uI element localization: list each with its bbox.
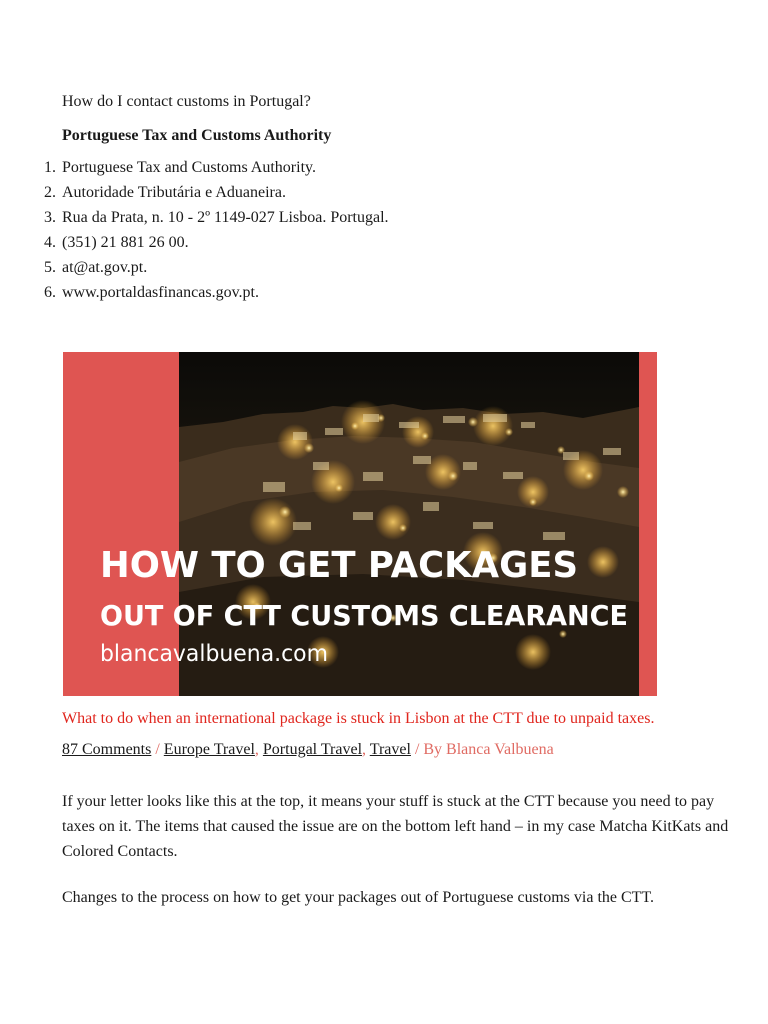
list-text: Autoridade Tributária e Aduaneira. — [62, 184, 286, 201]
list-number: 1. — [44, 159, 56, 176]
post-author: / By Blanca Valbuena — [410, 741, 554, 758]
banner-title-line2: OUT OF CTT CUSTOMS CLEARANCE — [100, 599, 628, 632]
list-number: 5. — [44, 259, 56, 276]
list-text: Rua da Prata, n. 10 - 2º 1149-027 Lisboa. Portugal. — [62, 209, 389, 226]
banner-site-name: blancavalbuena.com — [100, 641, 328, 667]
body-paragraph: If your letter looks like this at the top, it means your stuff is stuck at the CTT because you need to pay taxes on it. The items that caused the issue are on the bottom left hand – in my case Matcha KitKats and Colored Contacts. — [62, 793, 729, 860]
list-item — [32, 283, 732, 308]
body-paragraph: Changes to the process on how to get your packages out of Portuguese customs via the CTT. — [62, 889, 655, 906]
list-number: 3. — [44, 209, 56, 226]
category-link-travel[interactable]: Travel — [369, 741, 411, 758]
list-number: 6. — [44, 284, 56, 301]
list-item — [32, 158, 732, 183]
list-text: Portuguese Tax and Customs Authority. — [62, 159, 316, 176]
meta-separator: / — [151, 741, 164, 758]
category-link-portugal-travel[interactable]: Portugal Travel — [262, 741, 363, 758]
list-item — [32, 208, 732, 233]
category-link-europe-travel[interactable]: Europe Travel — [163, 741, 255, 758]
section-heading: Portuguese Tax and Customs Authority — [62, 127, 332, 144]
list-number: 4. — [44, 234, 56, 251]
list-text: (351) 21 881 26 00. — [62, 234, 189, 251]
post-meta — [62, 740, 554, 760]
list-item — [32, 183, 732, 208]
meta-separator: , — [362, 741, 370, 758]
contact-list — [32, 158, 732, 308]
meta-separator: , — [254, 741, 263, 758]
list-item — [32, 233, 732, 258]
list-text: www.portaldasfinancas.gov.pt. — [62, 284, 259, 301]
image-caption: What to do when an international package is stuck in Lisbon at the CTT due to unpaid taxes. — [62, 710, 655, 727]
banner-title-line1: HOW TO GET PACKAGES — [100, 545, 578, 586]
list-item — [32, 258, 732, 283]
question-text: How do I contact customs in Portugal? — [62, 93, 311, 110]
list-number: 2. — [44, 184, 56, 201]
list-text: at@at.gov.pt. — [62, 259, 148, 276]
comments-link[interactable]: 87 Comments — [62, 741, 152, 758]
featured-banner-image[interactable] — [63, 352, 657, 696]
